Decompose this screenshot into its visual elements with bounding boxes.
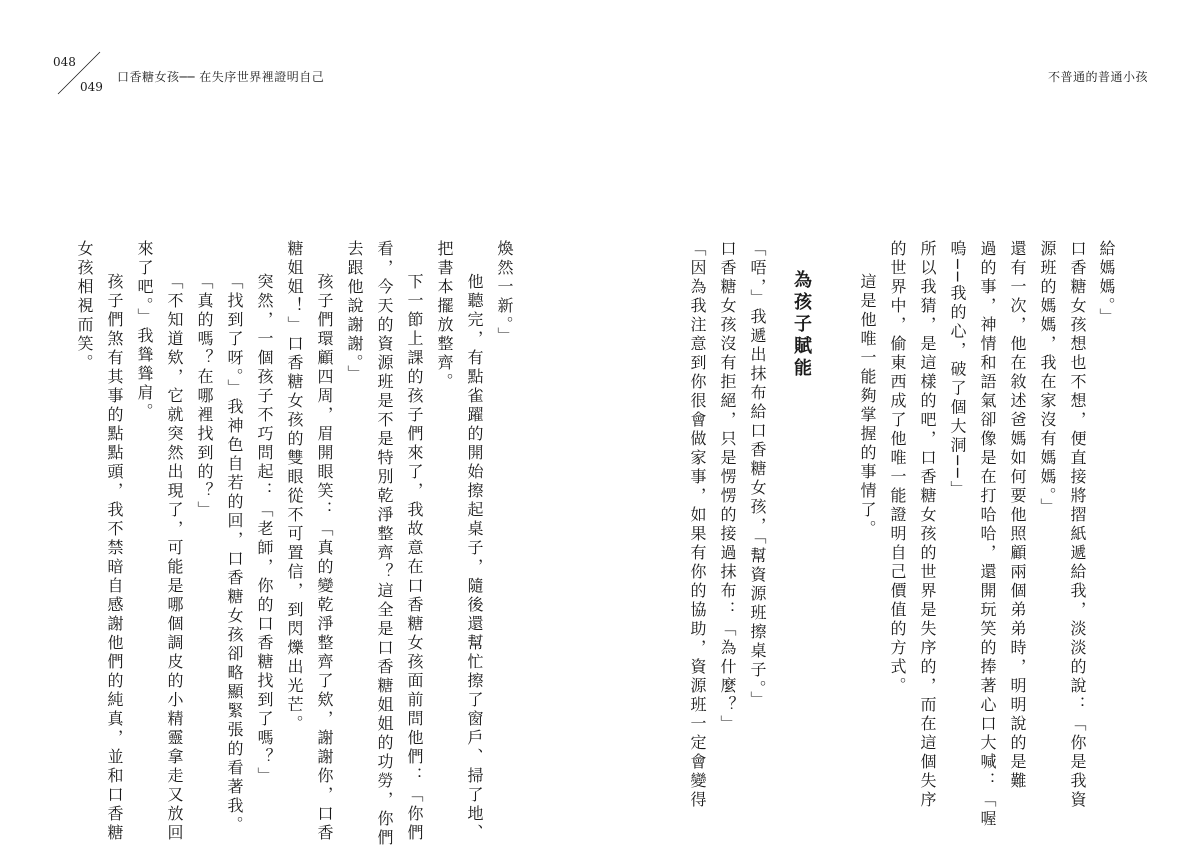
text-column: 「不知道欸，它就突然出現了，可能是哪個調皮的小精靈拿走又放回 (165, 273, 184, 843)
page-number-right: 049 (80, 80, 103, 94)
text-column: 去跟他說謝謝。」 (345, 240, 364, 384)
text-column: 嗚──我的心，破了個大洞──」 (948, 240, 967, 500)
text-column: 女孩相視而笑。 (75, 240, 94, 373)
text-column: 看，今天的資源班是不是特別乾淨整齊？這全是口香糖姐姐的功勞，你們 (375, 240, 394, 848)
text-column: 口香糖女孩沒有拒絕，只是愣愣的接過抹布：「為什麼？」 (718, 240, 737, 734)
text-column: 過的事，神情和語氣卻像是在打哈哈，還開玩笑的捧著心口大喊：「喔 (978, 240, 997, 829)
text-column: 孩子們煞有其事的點點頭，我不禁暗自感謝他們的純真，並和口香糖 (105, 273, 124, 843)
text-column: 「找到了呀。」我神色自若的回，口香糖女孩卻略顯緊張的看著我。 (225, 273, 244, 835)
text-column: 這是他唯一能夠掌握的事情了。 (858, 273, 877, 539)
page-number-left: 048 (53, 55, 76, 69)
section-heading: 為孩子賦能 (791, 270, 812, 380)
text-column: 他聽完，有點雀躍的開始擦起桌子，隨後還幫忙擦了窗戶、掃了地、 (465, 273, 484, 843)
text-column: 給媽媽。」 (1097, 240, 1116, 327)
text-column: 所以我猜，是這樣的吧，口香糖女孩的世界是失序的，而在這個失序 (918, 240, 937, 810)
book-title: 口香糖女孩── 在失序世界裡證明自己 (117, 70, 325, 84)
text-column: 還有一次，他在敘述爸媽如何要他照顧兩個弟弟時，明明說的是難 (1008, 240, 1027, 791)
text-column: 下一節上課的孩子們來了，我故意在口香糖女孩面前問他們：「你們 (405, 273, 424, 843)
text-column: 「因為我注意到你很會做家事，如果有你的協助，資源班一定會變得 (688, 240, 707, 810)
text-column: 「真的嗎？在哪裡找到的？」 (195, 273, 214, 520)
text-column: 突然，一個孩子不巧問起：「老師，你的口香糖找到了嗎？」 (255, 273, 274, 786)
text-column: 糖姐姐！」口香糖女孩的雙眼從不可置信，到閃爍出光芒。 (285, 240, 304, 734)
text-column: 口香糖女孩想也不想，便直接將摺紙遞給我，淡淡的說：「你是我資 (1068, 240, 1087, 810)
chapter-title: 不普通的普通小孩 (1047, 70, 1148, 84)
text-column: 「唔，」我遞出抹布給口香糖女孩，「幫資源班擦桌子。」 (748, 240, 767, 710)
text-column: 源班的媽媽，我在家沒有媽媽。」 (1038, 240, 1057, 517)
text-column: 來了吧。」我聳聳肩。 (135, 240, 154, 422)
text-column: 煥然一新。」 (495, 240, 514, 346)
text-column: 孩子們環顧四周，眉開眼笑：「真的變乾淨整齊了欸，謝謝你，口香 (315, 273, 334, 843)
text-column: 把書本擺放整齊。 (435, 240, 454, 392)
text-column: 的世界中，偷東西成了他唯一能證明自己價值的方式。 (888, 240, 907, 696)
